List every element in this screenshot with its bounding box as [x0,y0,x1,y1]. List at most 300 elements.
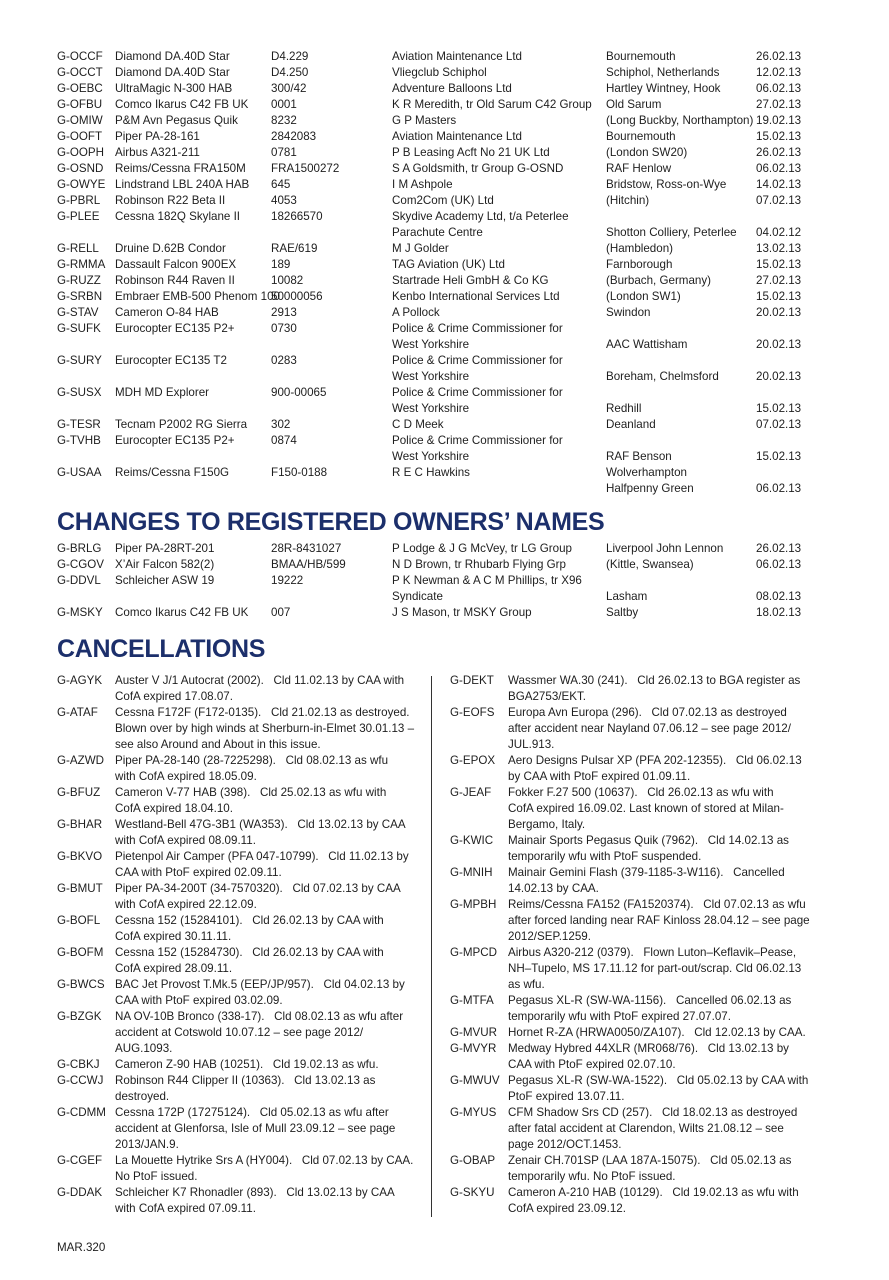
cancellation-line: Airbus A320-212 (0379). Flown Luton–Keflavik–Pease, [508,946,797,959]
cancellation-reg: G-MYUS [450,1106,497,1119]
cancellation-text [508,705,810,753]
cell-owner: P Lodge & J G McVey, tr LG Group [392,542,573,555]
table-row [57,289,817,305]
cancellation-line: Schleicher K7 Rhonadler (893). Cld 13.02.13 by CAA [115,1186,395,1199]
cell-msn: RAE/619 [271,242,318,255]
cell-loc: (Kittle, Swansea) [606,558,694,571]
cell-date: 07.02.13 [756,418,802,431]
cell-reg: G-OSND [57,162,104,175]
cancellation-line: after accident near Nayland 07.06.12 – see page 2012/ [508,722,791,735]
column-divider [431,676,432,1217]
cell-reg: G-STAV [57,306,99,319]
cancellation-text [115,705,414,753]
cancellation-text [115,1153,413,1185]
cell-owner: M J Golder [392,242,449,255]
cancellation-line: Cessna 152 (15284730). Cld 26.02.13 by CAA with [115,946,384,959]
cell-reg: G-OFBU [57,98,103,111]
cell-owner: R E C Hawkins [392,466,470,479]
cancellation-text [508,1153,810,1185]
cancellation-reg: G-DEKT [450,674,494,687]
table-row [57,401,817,417]
cancellation-reg: G-ATAF [57,706,98,719]
cancellation-line: 2012/SEP.1259. [508,930,591,943]
cancellation-text [508,833,810,865]
cancellation-line: Cameron Z-90 HAB (10251). Cld 19.02.13 as wfu. [115,1058,379,1071]
cancellation-line: JUL.913. [508,738,555,751]
cell-type: P&M Avn Pegasus Quik [115,114,238,127]
cell-type: Reims/Cessna F150G [115,466,230,479]
cancellation-line: CAA with PtoF expired 02.07.10. [508,1058,676,1071]
cancellation-line: Auster V J/1 Autocrat (2002). Cld 11.02.13 by CAA with [115,674,405,687]
cancellation-text [508,673,810,705]
cell-reg: G-PBRL [57,194,101,207]
cell-type: Airbus A321-211 [115,146,200,159]
cancellation-line: with CofA expired 07.09.11. [115,1202,256,1215]
cell-loc: Halfpenny Green [606,482,694,495]
cancellation-entry [450,897,810,945]
cell-loc: (London SW20) [606,146,688,159]
table-row [57,433,817,449]
cancellation-line: page 2012/OCT.1453. [508,1138,622,1151]
cell-msn: 50000056 [271,290,323,303]
cell-date: 19.02.13 [756,114,802,127]
cancellation-entry [57,881,412,913]
cancellation-line: CofA expired 30.11.11. [115,930,232,943]
cancellation-reg: G-DDAK [57,1186,103,1199]
cancellation-line: as wfu. [508,978,545,991]
cancellation-text [115,977,412,1009]
cancellation-entry [450,993,810,1025]
cancellation-line: No PtoF issued. [115,1170,198,1183]
cancellation-text [508,897,810,945]
cancellation-reg: G-MNIH [450,866,493,879]
cancellations-left-column [57,673,415,1217]
cell-msn: 18266570 [271,210,323,223]
cell-owner: P B Leasing Acft No 21 UK Ltd [392,146,550,159]
cancellation-reg: G-MWUV [450,1074,500,1087]
cancellation-line: Medway Hybred 44XLR (MR068/76). Cld 13.02.13 by [508,1042,789,1055]
cell-reg: G-TESR [57,418,101,431]
cancellation-reg: G-CGEF [57,1154,103,1167]
table-row [57,209,817,225]
cell-type: Diamond DA.40D Star [115,66,230,79]
table-row [57,273,817,289]
cancellation-line: after fatal accident at Clarendon, Wilts 21.08.12 – see [508,1122,784,1135]
cancellation-line: CAA with PtoF expired 03.02.09. [115,994,283,1007]
cancellation-line: CofA expired 17.08.07. [115,690,233,703]
cell-reg: G-TVHB [57,434,101,447]
cancellation-reg: G-CBKJ [57,1058,100,1071]
cancellation-reg: G-AGYK [57,674,103,687]
cancellation-entry [450,945,810,993]
cell-date: 06.02.13 [756,162,802,175]
cell-reg: G-SUFK [57,322,101,335]
cancellation-entry [450,1025,810,1041]
cell-date: 06.02.13 [756,82,802,95]
cell-msn: 007 [271,606,291,619]
cancellation-line: Pegasus XL-R (SW-WA-1156). Cancelled 06.02.13 as [508,994,792,1007]
table-row [57,113,817,129]
cell-reg: G-PLEE [57,210,100,223]
cancellation-line: Bergamo, Italy. [508,818,586,831]
cell-loc: Lasham [606,590,648,603]
cancellation-line: Pegasus XL-R (SW-WA-1522). Cld 05.02.13 by CAA with [508,1074,809,1087]
cancellation-line: NA OV-10B Bronco (338-17). Cld 08.02.13 as wfu after [115,1010,404,1023]
cancellation-entry [57,673,412,705]
cell-loc: Bridstow, Ross-on-Wye [606,178,727,191]
cancellation-reg: G-OBAP [450,1154,496,1167]
table-row [57,541,817,557]
cell-loc: Farnborough [606,258,673,271]
cell-date: 18.02.13 [756,606,802,619]
cell-date: 07.02.13 [756,194,802,207]
cancellation-reg: G-JEAF [450,786,492,799]
cell-owner: Parachute Centre [392,226,483,239]
cell-msn: 300/42 [271,82,307,95]
cell-owner: Police & Crime Commissioner for [392,322,563,335]
cancellation-reg: G-BOFL [57,914,101,927]
cancellation-text [508,945,810,993]
cancellation-reg: G-KWIC [450,834,494,847]
cancellations-right-column [450,673,810,1217]
cell-type: Piper PA-28RT-201 [115,542,215,555]
cell-date: 04.02.12 [756,226,802,239]
cancellation-line: CofA expired 23.09.12. [508,1202,626,1215]
cell-owner: West Yorkshire [392,450,470,463]
cell-msn: 0781 [271,146,297,159]
table-row [57,589,817,605]
cancellation-line: Blown over by high winds at Sherburn-in-Elmet 30.01.13 – [115,722,415,735]
cell-owner: Kenbo International Services Ltd [392,290,560,303]
cancellation-entry [57,1073,412,1105]
cell-msn: D4.229 [271,50,309,63]
cancellation-text [508,785,810,833]
cancellation-reg: G-EPOX [450,754,496,767]
cell-reg: G-MSKY [57,606,103,619]
cell-owner: West Yorkshire [392,402,470,415]
cell-loc: Boreham, Chelmsford [606,370,719,383]
cell-loc: Schiphol, Netherlands [606,66,720,79]
cancellation-text [115,785,412,817]
cell-date: 26.02.13 [756,146,802,159]
cell-type: Embraer EMB-500 Phenom 100 [115,290,280,303]
cell-date: 15.02.13 [756,450,802,463]
cell-owner: West Yorkshire [392,338,470,351]
cell-date: 06.02.13 [756,558,802,571]
cell-msn: D4.250 [271,66,309,79]
cancellation-line: Zenair CH.701SP (LAA 187A-15075). Cld 05.02.13 as [508,1154,792,1167]
cell-date: 20.02.13 [756,306,802,319]
cell-type: MDH MD Explorer [115,386,210,399]
table-row [57,241,817,257]
cancellation-text [115,817,412,849]
cell-msn: 0874 [271,434,297,447]
cell-date: 13.02.13 [756,242,802,255]
cancellation-reg: G-MVYR [450,1042,497,1055]
changes-table [57,541,817,621]
cancellation-line: 2013/JAN.9. [115,1138,179,1151]
cell-type: Cameron O-84 HAB [115,306,219,319]
table-row [57,193,817,209]
cell-loc: Hartley Wintney, Hook [606,82,721,95]
cancellation-text [508,1073,810,1105]
cell-type: Diamond DA.40D Star [115,50,230,63]
cancellation-entry [450,785,810,833]
registrations-table [57,49,817,497]
cell-type: Robinson R22 Beta II [115,194,226,207]
table-row [57,81,817,97]
cell-type: X’Air Falcon 582(2) [115,558,215,571]
cell-date: 15.02.13 [756,130,802,143]
cell-loc: Swindon [606,306,651,319]
cancellation-line: CofA expired 18.04.10. [115,802,233,815]
cell-msn: 0283 [271,354,297,367]
cancellation-text [115,1185,412,1217]
cancellation-text [115,881,412,913]
table-row [57,65,817,81]
cancellation-text [508,1025,810,1041]
cancellation-line: Piper PA-34-200T (34-7570320). Cld 07.02.13 by CAA [115,882,401,895]
cell-date: 06.02.13 [756,482,802,495]
table-row [57,161,817,177]
cancellation-reg: G-MPBH [450,898,497,911]
cell-loc: (London SW1) [606,290,681,303]
cancellation-line: BGA2753/EKT. [508,690,586,703]
cell-msn: 0001 [271,98,297,111]
cell-type: Comco Ikarus C42 FB UK [115,98,249,111]
cell-date: 15.02.13 [756,290,802,303]
table-row [57,97,817,113]
cell-owner: N D Brown, tr Rhubarb Flying Grp [392,558,566,571]
cell-loc: Liverpool John Lennon [606,542,724,555]
cell-loc: RAF Henlow [606,162,672,175]
cancellation-entry [57,1009,412,1057]
cell-owner: Syndicate [392,590,443,603]
cancellation-line: destroyed. [115,1090,170,1103]
cancellation-reg: G-MTFA [450,994,494,1007]
cell-reg: G-RMMA [57,258,106,271]
cell-msn: 302 [271,418,291,431]
cancellation-entry [450,833,810,865]
cell-owner: Skydive Academy Ltd, t/a Peterlee [392,210,569,223]
cell-date: 08.02.13 [756,590,802,603]
cell-type: Druine D.62B Condor [115,242,226,255]
cell-reg: G-BRLG [57,542,102,555]
cell-msn: BMAA/HB/599 [271,558,346,571]
cell-owner: TAG Aviation (UK) Ltd [392,258,505,271]
cancellation-entry [57,1153,412,1185]
table-row [57,145,817,161]
cell-owner: S A Goldsmith, tr Group G-OSND [392,162,564,175]
table-row [57,257,817,273]
cell-type: Piper PA-28-161 [115,130,200,143]
cell-reg: G-SURY [57,354,102,367]
cell-type: Eurocopter EC135 P2+ [115,434,235,447]
cancellation-reg: G-BWCS [57,978,105,991]
cancellation-entry [450,865,810,897]
cell-reg: G-DDVL [57,574,101,587]
cancellation-line: Fokker F.27 500 (10637). Cld 26.02.13 as wfu with [508,786,774,799]
cell-loc: (Long Buckby, Northampton) [606,114,754,127]
cell-msn: 900-00065 [271,386,327,399]
cell-type: Eurocopter EC135 T2 [115,354,227,367]
cancellation-line: Piper PA-28-140 (28-7225298). Cld 08.02.13 as wfu [115,754,389,767]
table-row [57,417,817,433]
cell-msn: FRA1500272 [271,162,340,175]
cancellation-line: AUG.1093. [115,1042,173,1055]
cancellation-text [115,913,412,945]
table-row [57,481,817,497]
cell-reg: G-OEBC [57,82,103,95]
cancellation-line: with CofA expired 22.12.09. [115,898,257,911]
cancellation-entry [57,913,412,945]
cancellation-entry [450,1041,810,1073]
cell-loc: Deanland [606,418,656,431]
cancellation-line: after forced landing near RAF Kinloss 28.04.12 – see page [508,914,810,927]
table-row [57,449,817,465]
cell-owner: Police & Crime Commissioner for [392,434,563,447]
cell-msn: 645 [271,178,291,191]
cancellation-line: by CAA with PtoF expired 01.09.11. [508,770,691,783]
cancellation-line: Aero Designs Pulsar XP (PFA 202-12355). Cld 06.02.13 [508,754,802,767]
cell-reg: G-RUZZ [57,274,101,287]
cancellation-entry [450,1073,810,1105]
cancellation-line: Cameron V-77 HAB (398). Cld 25.02.13 as wfu with [115,786,387,799]
cell-loc: RAF Benson [606,450,672,463]
cancellation-line: Pietenpol Air Camper (PFA 047-10799). Cld 11.02.13 by [115,850,409,863]
cancellation-line: accident at Glenforsa, Isle of Mull 23.09.12 – see page [115,1122,396,1135]
cancellation-line: Cameron A-210 HAB (10129). Cld 19.02.13 as wfu with [508,1186,799,1199]
cancellation-text [508,753,810,785]
cancellation-reg: G-CDMM [57,1106,106,1119]
cell-owner: Police & Crime Commissioner for [392,354,563,367]
table-row [57,49,817,65]
cancellation-line: temporarily wfu. No PtoF issued. [508,1170,676,1183]
cancellation-line: Mainair Sports Pegasus Quik (7962). Cld 14.02.13 as [508,834,789,847]
cell-owner: Startrade Heli GmbH & Co KG [392,274,549,287]
table-row [57,177,817,193]
cell-owner: A Pollock [392,306,440,319]
cell-owner: J S Mason, tr MSKY Group [392,606,532,619]
cancellation-reg: G-BKVO [57,850,103,863]
cancellation-line: temporarily wfu with PtoF expired 27.07.07. [508,1010,731,1023]
cell-loc: Bournemouth [606,130,676,143]
cell-reg: G-CGOV [57,558,105,571]
cancellation-reg: G-CCWJ [57,1074,104,1087]
cancellation-entry [57,1185,412,1217]
cell-type: Comco Ikarus C42 FB UK [115,606,249,619]
cell-msn: 19222 [271,574,304,587]
cell-reg: G-OOPH [57,146,105,159]
cancellation-line: NH–Tupelo, MS 17.11.12 for part-out/scrap. Cld 06.02.13 [508,962,802,975]
cell-reg: G-OOFT [57,130,103,143]
cell-reg: G-RELL [57,242,99,255]
cell-date: 15.02.13 [756,402,802,415]
cancellation-line: with CofA expired 18.05.09. [115,770,257,783]
page-footer: MAR.320 [57,1241,106,1254]
cancellation-entry [450,1185,810,1217]
cell-owner: Aviation Maintenance Ltd [392,50,522,63]
cell-loc: Shotton Colliery, Peterlee [606,226,737,239]
cell-loc: (Hitchin) [606,194,650,207]
cell-reg: G-OWYE [57,178,106,191]
cell-date: 20.02.13 [756,338,802,351]
table-row [57,129,817,145]
cancellation-line: see also Around and About in this issue. [115,738,321,751]
cancellation-reg: G-BHAR [57,818,103,831]
table-row [57,605,817,621]
cancellation-text [115,1057,412,1073]
cancellation-line: Cessna 152 (15284101). Cld 26.02.13 by CAA with [115,914,384,927]
cell-loc: (Hambledon) [606,242,674,255]
cell-reg: G-OMIW [57,114,103,127]
cancellation-line: temporarily wfu with PtoF suspended. [508,850,702,863]
cell-date: 27.02.13 [756,98,802,111]
cell-date: 27.02.13 [756,274,802,287]
cancellation-line: Wassmer WA.30 (241). Cld 26.02.13 to BGA register as [508,674,801,687]
cancellation-text [508,1185,810,1217]
cell-date: 20.02.13 [756,370,802,383]
cancellation-line: Reims/Cessna FA152 (FA1520374). Cld 07.02.13 as wfu [508,898,806,911]
cancellation-reg: G-AZWD [57,754,105,767]
cell-owner: Com2Com (UK) Ltd [392,194,494,207]
cancellation-text [115,753,412,785]
cancellation-entry [57,705,415,753]
cancellation-reg: G-BMUT [57,882,103,895]
cell-date: 12.02.13 [756,66,802,79]
table-row [57,465,817,481]
cancellation-entry [57,945,412,977]
cell-reg: G-SUSX [57,386,102,399]
cell-date: 26.02.13 [756,50,802,63]
cancellation-line: with CofA expired 08.09.11. [115,834,256,847]
cell-type: Eurocopter EC135 P2+ [115,322,235,335]
cell-owner: Adventure Balloons Ltd [392,82,512,95]
cancellation-entry [450,1105,810,1153]
table-row [57,573,817,589]
cancellation-entry [450,673,810,705]
cancellation-reg: G-BOFM [57,946,104,959]
cell-date: 14.02.13 [756,178,802,191]
cell-loc: Bournemouth [606,50,676,63]
cell-type: Robinson R44 Raven II [115,274,235,287]
cell-msn: 28R-8431027 [271,542,342,555]
cancellation-entry [57,977,412,1009]
cancellation-text [115,1073,412,1105]
cancellation-line: CFM Shadow Srs CD (257). Cld 18.02.13 as destroyed [508,1106,798,1119]
cell-msn: 4053 [271,194,297,207]
cancellation-line: BAC Jet Provost T.Mk.5 (EEP/JP/957). Cld 04.02.13 by [115,978,405,991]
cancellation-line: Cessna 172P (17275124). Cld 05.02.13 as wfu after [115,1106,389,1119]
cancellation-line: accident at Cotswold 10.07.12 – see page 2012/ [115,1026,364,1039]
cell-type: Tecnam P2002 RG Sierra [115,418,248,431]
cancellation-reg: G-EOFS [450,706,495,719]
cell-type: Reims/Cessna FRA150M [115,162,246,175]
cancellation-reg: G-BZGK [57,1010,102,1023]
cell-msn: 10082 [271,274,304,287]
table-row [57,337,817,353]
cancellation-entry [57,817,412,849]
cell-msn: 8232 [271,114,297,127]
cell-msn: F150-0188 [271,466,328,479]
cancellation-line: CofA expired 16.09.02. Last known of stored at Milan- [508,802,784,815]
table-row [57,321,817,337]
cell-loc: Wolverhampton [606,466,687,479]
cell-msn: 2842083 [271,130,317,143]
table-row [57,353,817,369]
cell-type: Lindstrand LBL 240A HAB [115,178,250,191]
cell-owner: Vliegclub Schiphol [392,66,487,79]
